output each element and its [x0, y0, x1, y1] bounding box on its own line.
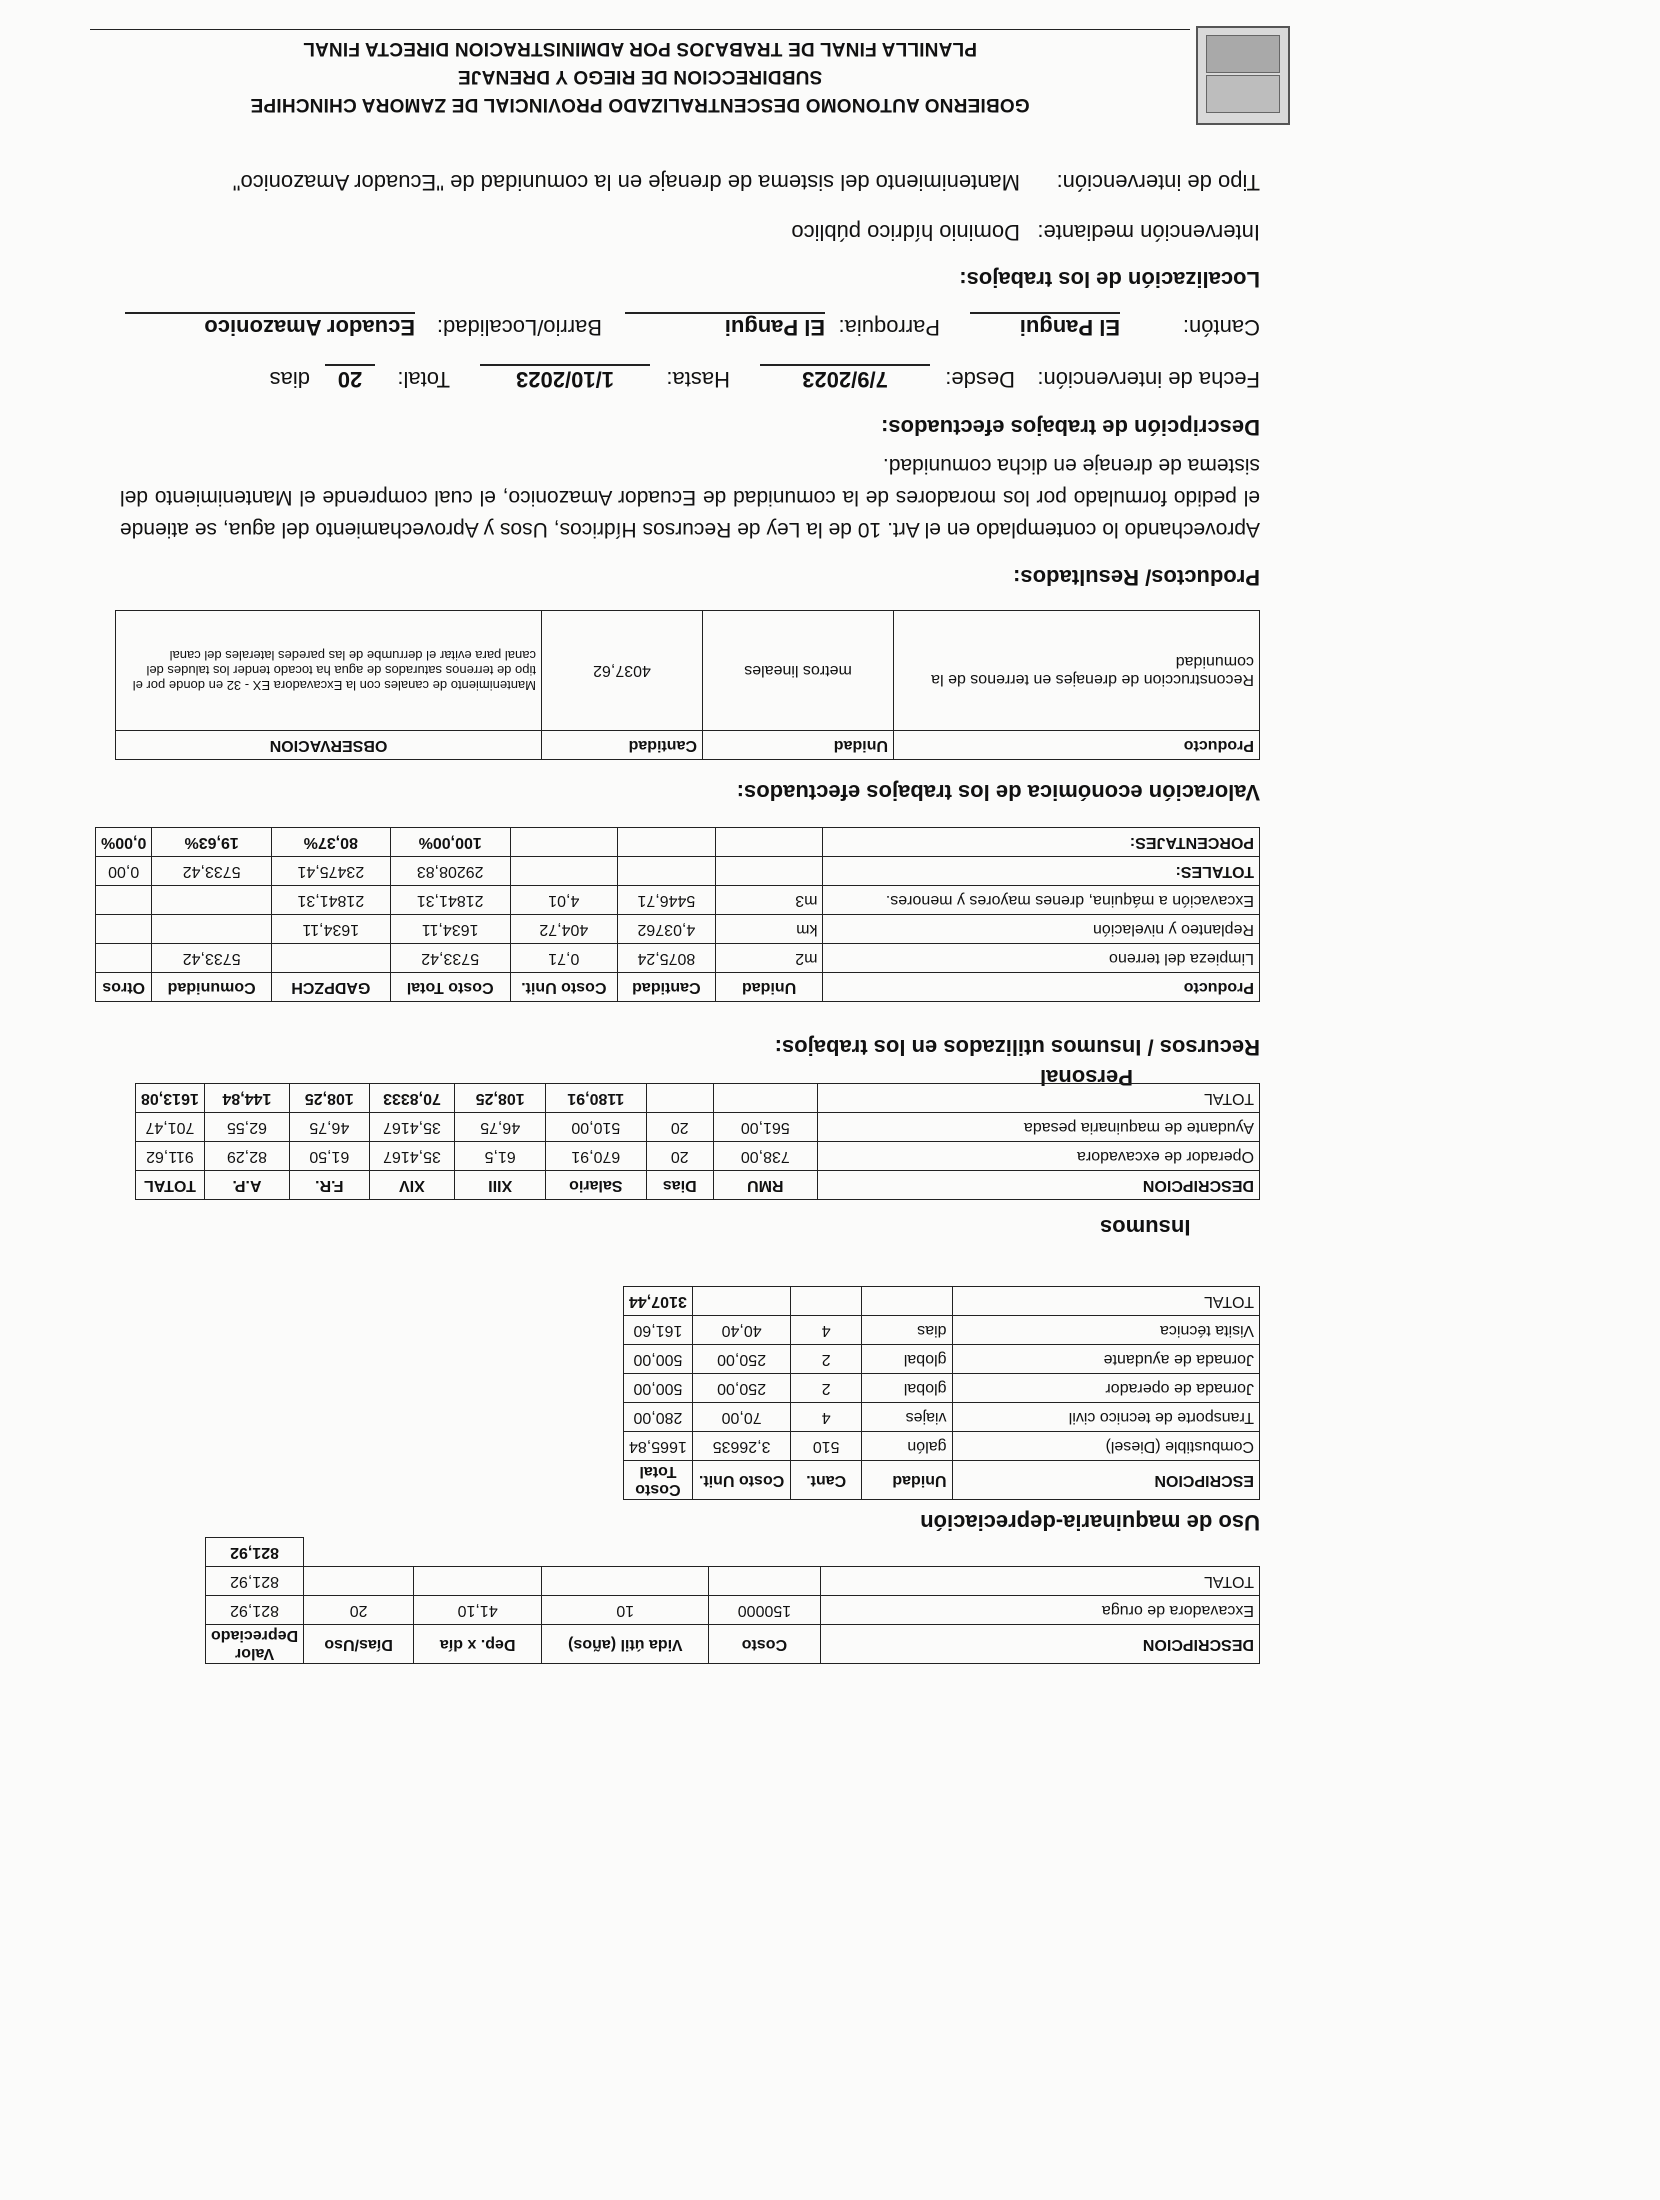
cell: 1613,08: [136, 1084, 205, 1113]
maquinaria-table: [205, 1537, 1260, 1664]
table-row: [624, 1345, 1260, 1374]
cell: 108,25: [455, 1084, 546, 1113]
descripcion-text: Aprovechando lo contemplado en el Art. 10 de la Ley de Recursos Hídricos, Usos y Aprovechamiento del agua, se atiende el pedido formulado por los moradores de la comunidad de Ecuador Amazonico, el cual comprende el Mantenimiento del sistema de drenaje en dicha comunidad.: [120, 454, 1260, 541]
maq-header-dias-uso: Días/Uso: [304, 1625, 414, 1664]
header-line-1: GOBIERNO AUTONOMO DESCENTRALIZADO PROVINCIAL DE ZAMORA CHINCHIPE: [250, 94, 1030, 115]
cell: 250,00: [692, 1345, 790, 1374]
cell: 911,62: [136, 1142, 205, 1171]
cell: [715, 828, 823, 857]
total-dias-value: 20: [325, 364, 375, 392]
valoracion-title: Valoración económica de los trabajos efectuados:: [736, 780, 1260, 805]
cell: [861, 1287, 952, 1316]
personal-header-salario: Salario: [546, 1171, 647, 1200]
canton-label: Cantón:: [1182, 315, 1260, 340]
cell: [713, 1084, 817, 1113]
cell: 821,92: [206, 1567, 304, 1596]
cell: [96, 886, 152, 915]
cell: [510, 828, 617, 857]
cell: Transporte de tecnico civil: [952, 1403, 1259, 1432]
cell: [692, 1287, 790, 1316]
hasta-value: 1/10/2023: [480, 364, 650, 392]
cell: 5446,71: [618, 886, 716, 915]
cell: 41,10: [414, 1596, 542, 1625]
table-row: [136, 1113, 1260, 1142]
cell: 250,00: [692, 1374, 790, 1403]
cell: 1634,11: [271, 915, 390, 944]
val-header-costo-total: Costo Total: [390, 973, 510, 1002]
cell: [646, 1084, 713, 1113]
col-header-observacion: OBSERVACION: [116, 731, 542, 760]
cell: TOTAL: [817, 1084, 1259, 1113]
recursos-title: Recursos / Insumos utilizados en los trabajos:: [774, 1035, 1260, 1060]
productos-table: [115, 610, 1260, 760]
cell: 738,00: [713, 1142, 817, 1171]
cell: 0,00: [96, 857, 152, 886]
cell: Jornada de ayudante: [952, 1345, 1259, 1374]
maq-header-costo: Costo: [709, 1625, 820, 1664]
cell: [96, 944, 152, 973]
mediante-value: Dominio hídrico público: [791, 220, 1020, 245]
cell: 280,00: [624, 1403, 693, 1432]
cell: 4,01: [510, 886, 617, 915]
cell: Ayudante de maquinaria pesada: [817, 1113, 1259, 1142]
cell: 821,92: [206, 1596, 304, 1625]
cell: 19,63%: [152, 828, 272, 857]
cell: [304, 1567, 414, 1596]
cell: 5733,42: [390, 944, 510, 973]
cell: 1180,91: [546, 1084, 647, 1113]
col-header-cantidad: Cantidad: [542, 731, 703, 760]
cell: 35,4167: [369, 1113, 455, 1142]
cell: [618, 857, 716, 886]
cell: 0,71: [510, 944, 617, 973]
cell: Jornada de operador: [952, 1374, 1259, 1403]
insumos-header-cant: Cant.: [791, 1461, 862, 1500]
cell: 701,47: [136, 1113, 205, 1142]
personal-table: [135, 1083, 1260, 1200]
cell: 510,00: [546, 1113, 647, 1142]
cell: [715, 857, 823, 886]
parroquia-label: Parroquia:: [838, 315, 940, 340]
table-row: [624, 1374, 1260, 1403]
cell: 1665,84: [624, 1432, 693, 1461]
cell: m2: [715, 944, 823, 973]
cell: 61,5: [455, 1142, 546, 1171]
maq-header-vida-util: Vida útil (años): [542, 1625, 709, 1664]
cell: PORCENTAJES:: [823, 828, 1260, 857]
personal-title: Personal: [1040, 1065, 1133, 1090]
cell: Excavación a máquina, drenes mayores y menores.: [823, 886, 1260, 915]
cell: dias: [861, 1316, 952, 1345]
cell: 40,40: [692, 1316, 790, 1345]
cell: [152, 915, 272, 944]
personal-header-descripcion: DESCRIPCION: [817, 1171, 1259, 1200]
header-line-3: PLANILLA FINAL DE TRABAJOS POR ADMINISTRACION DIRECTA FINAL: [303, 38, 977, 59]
tipo-value: Mantenimiento del sistema de drenaje en la comunidad de "Ecuador Amazonico": [232, 170, 1020, 195]
barrio-label: Barrio/Localidad:: [436, 315, 602, 340]
table-row: [96, 886, 1260, 915]
table-row: [136, 1142, 1260, 1171]
cell: 510: [791, 1432, 862, 1461]
table-row: [624, 1316, 1260, 1345]
cell: 70,8333: [369, 1084, 455, 1113]
totales-row: [96, 857, 1260, 886]
cell: 21841,31: [271, 886, 390, 915]
cell: 0,00%: [96, 828, 152, 857]
desde-value: 7/9/2023: [760, 364, 930, 392]
cell: Excavadora de oruga: [820, 1596, 1259, 1625]
valoracion-table: [95, 827, 1260, 1002]
cell: TOTALES:: [823, 857, 1260, 886]
descripcion-title: Descripción de trabajos efectuados:: [881, 415, 1260, 440]
cell: global: [861, 1345, 952, 1374]
personal-total-row: [136, 1084, 1260, 1113]
personal-header-total: TOTAL: [136, 1171, 205, 1200]
tipo-label: Tipo de intervención:: [1056, 170, 1260, 195]
cell: [542, 1567, 709, 1596]
cell: 20: [646, 1113, 713, 1142]
fecha-label: Fecha de intervención:: [1037, 367, 1260, 392]
cell: TOTAL: [820, 1567, 1259, 1596]
porcentajes-row: [96, 828, 1260, 857]
cell: global: [861, 1374, 952, 1403]
producto-cell: Reconstruccion de drenajes en terrenos de la comunidad: [894, 611, 1260, 731]
cell: [96, 915, 152, 944]
cell: Operador de excavadora: [817, 1142, 1259, 1171]
localizacion-title: Localización de los trabajos:: [959, 267, 1260, 292]
maquinaria-total-row: [206, 1567, 1260, 1596]
desde-label: Desde:: [945, 367, 1015, 392]
cell: 4: [791, 1316, 862, 1345]
maq-header-dep-dia: Dep. x día: [414, 1625, 542, 1664]
personal-header-fr: F.R.: [290, 1171, 370, 1200]
cell: TOTAL: [952, 1287, 1259, 1316]
cell: m3: [715, 886, 823, 915]
val-header-producto: Producto: [823, 973, 1260, 1002]
cell: 3107,44: [624, 1287, 693, 1316]
val-header-unidad: Unidad: [715, 973, 823, 1002]
productos-title: Productos/ Resultados:: [1013, 565, 1260, 590]
cell: Visita técnica: [952, 1316, 1259, 1345]
grand-total-cell: 821,92: [206, 1538, 304, 1567]
cell: 4,03762: [618, 915, 716, 944]
cell: 4: [791, 1403, 862, 1432]
cell: 404,72: [510, 915, 617, 944]
table-row: [206, 1596, 1260, 1625]
insumos-total-row: [624, 1287, 1260, 1316]
val-header-cantidad: Cantidad: [618, 973, 716, 1002]
header-divider: [90, 29, 1190, 30]
cell: Combustible (Diesel): [952, 1432, 1259, 1461]
personal-header-rmu: RMU: [713, 1171, 817, 1200]
cell: [510, 857, 617, 886]
val-header-comunidad: Comunidad: [152, 973, 272, 1002]
cell: [152, 886, 272, 915]
cell: Limpieza del terreno: [823, 944, 1260, 973]
table-row: [624, 1432, 1260, 1461]
col-header-unidad: Unidad: [703, 731, 894, 760]
val-header-costo-unit: Costo Unit.: [510, 973, 617, 1002]
cell: 70,00: [692, 1403, 790, 1432]
cell: [271, 944, 390, 973]
cell: 80,37%: [271, 828, 390, 857]
unidad-cell: metros lineales: [703, 611, 894, 731]
cell: 108,25: [290, 1084, 370, 1113]
observacion-cell: Mantenimiento de canales con la Excavadora EX - 32 en donde por el tipo de terrenos saturados de agua ha tocado tender los taludes del canal para evitar el derrumbe de las paredes laterales del canal: [116, 611, 542, 731]
insumos-table: [623, 1286, 1260, 1500]
cell: 82,29: [204, 1142, 289, 1171]
val-header-gadpzch: GADPZCH: [271, 973, 390, 1002]
cell: 561,00: [713, 1113, 817, 1142]
personal-header-dias: Dias: [646, 1171, 713, 1200]
val-header-otros: Otros: [96, 973, 152, 1002]
insumos-header-unidad: Unidad: [861, 1461, 952, 1500]
header-line-2: SUBDIRECCION DE RIEGO Y DRENAJE: [457, 66, 823, 87]
total-label: Total:: [397, 367, 450, 392]
cell: [791, 1287, 862, 1316]
maquinaria-title: Uso de maquinaria-depreciación: [920, 1510, 1260, 1535]
mediante-label: Intervención mediante:: [1037, 220, 1260, 245]
table-row: [96, 944, 1260, 973]
cell: 100,00%: [390, 828, 510, 857]
personal-header-xiv: XIV: [369, 1171, 455, 1200]
parroquia-value: El Pangui: [625, 312, 825, 340]
cell: 46,75: [290, 1113, 370, 1142]
personal-header-ap: A.P.: [204, 1171, 289, 1200]
cell: 2: [791, 1345, 862, 1374]
cell: 670,91: [546, 1142, 647, 1171]
insumos-header-costo-total: Costo Total: [624, 1461, 693, 1500]
table-row: [116, 611, 1260, 731]
cell: 500,00: [624, 1345, 693, 1374]
cell: 29208,83: [390, 857, 510, 886]
insumos-header-descripcion: ESCRIPCION: [952, 1461, 1259, 1500]
cell: 21841,31: [390, 886, 510, 915]
canton-value: El Pangui: [970, 312, 1120, 340]
institution-logo: [1196, 26, 1290, 125]
cell: 144,84: [204, 1084, 289, 1113]
cell: [709, 1567, 820, 1596]
cell: 3,26635: [692, 1432, 790, 1461]
insumos-header-costo-unit: Costo Unit.: [692, 1461, 790, 1500]
cell: 35,4167: [369, 1142, 455, 1171]
cell: 500,00: [624, 1374, 693, 1403]
cell: viajes: [861, 1403, 952, 1432]
cell: 161,60: [624, 1316, 693, 1345]
table-row: [624, 1403, 1260, 1432]
cell: km: [715, 915, 823, 944]
maq-header-descripcion: DESCRIPCION: [820, 1625, 1259, 1664]
cantidad-cell: 4037,62: [542, 611, 703, 731]
insumos-title: Insumos: [1100, 1215, 1191, 1240]
personal-header-xiii: XIII: [455, 1171, 546, 1200]
cell: 62,55: [204, 1113, 289, 1142]
hasta-label: Hasta:: [666, 367, 730, 392]
cell: galón: [861, 1432, 952, 1461]
cell: 8075,24: [618, 944, 716, 973]
cell: 2: [791, 1374, 862, 1403]
cell: 20: [646, 1142, 713, 1171]
cell: 20: [304, 1596, 414, 1625]
cell: 150000: [709, 1596, 820, 1625]
table-row: [96, 915, 1260, 944]
cell: 5733,42: [152, 944, 272, 973]
col-header-producto: Producto: [894, 731, 1260, 760]
cell: [414, 1567, 542, 1596]
cell: 61,50: [290, 1142, 370, 1171]
cell: Replanteo y nivelación: [823, 915, 1260, 944]
cell: 1634,11: [390, 915, 510, 944]
cell: 10: [542, 1596, 709, 1625]
cell: 46,75: [455, 1113, 546, 1142]
cell: 23475,41: [271, 857, 390, 886]
maq-header-valor-depreciado: Valor Depreciado: [206, 1625, 304, 1664]
barrio-value: Ecuador Amazonico: [125, 312, 415, 340]
maquinaria-grand-total-row: [206, 1538, 1260, 1567]
dias-label: dias: [269, 367, 310, 392]
cell: [618, 828, 716, 857]
cell: 5733,42: [152, 857, 272, 886]
